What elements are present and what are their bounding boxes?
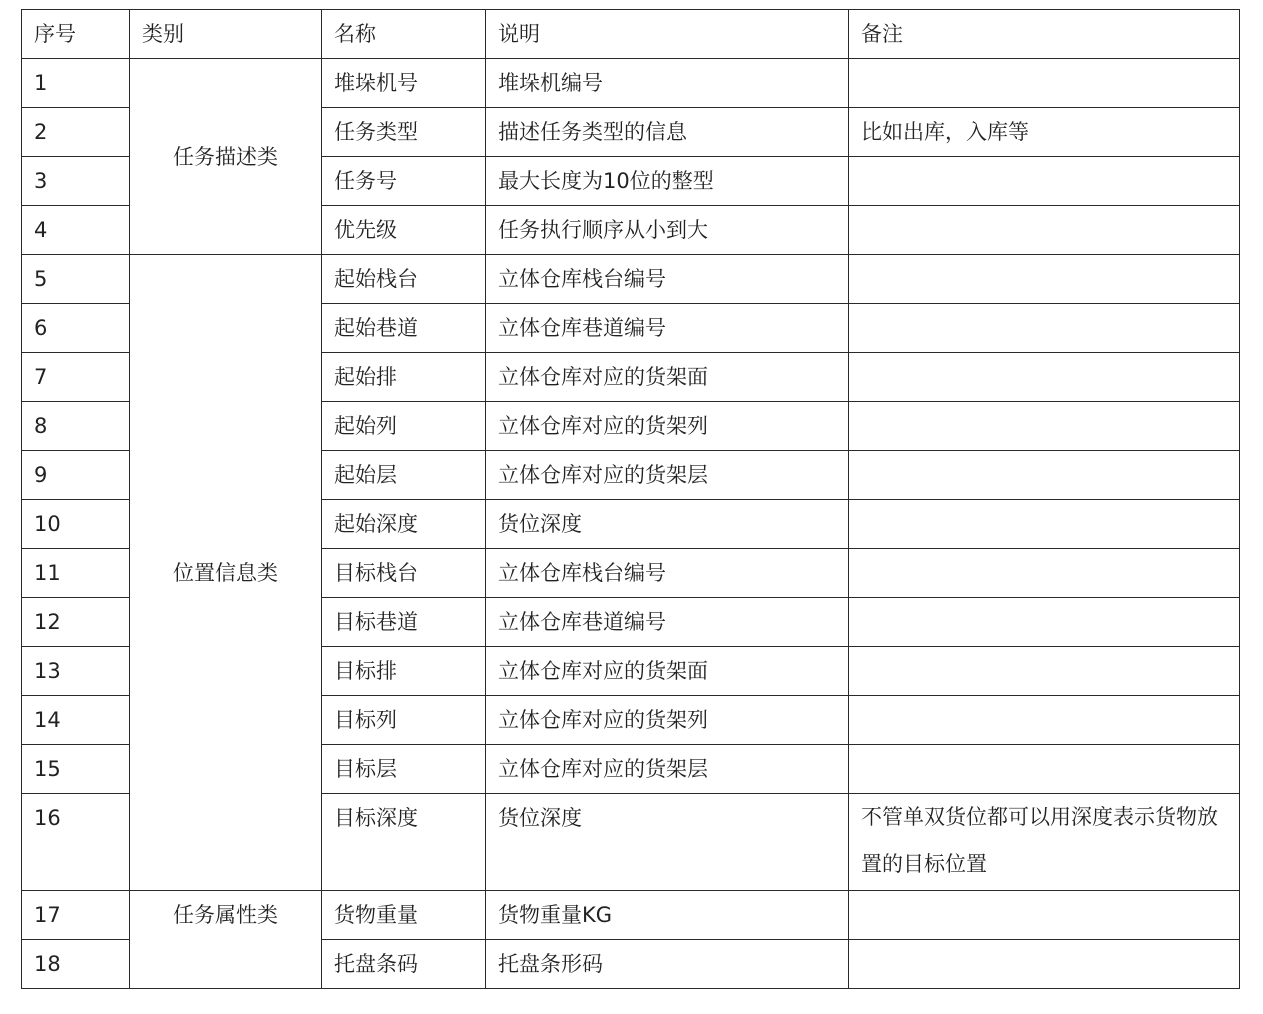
- row-note: [849, 206, 1240, 255]
- header-category: 类别: [130, 10, 322, 59]
- row-note: 比如出库，入库等: [849, 108, 1240, 157]
- row-no: 10: [22, 500, 130, 549]
- row-note: [849, 891, 1240, 940]
- row-note: [849, 549, 1240, 598]
- header-description: 说明: [486, 10, 849, 59]
- row-desc: 描述任务类型的信息: [486, 108, 849, 157]
- row-note: [849, 745, 1240, 794]
- row-name: 目标巷道: [322, 598, 486, 647]
- task-field-table: [21, 9, 1240, 989]
- row-note: [849, 451, 1240, 500]
- row-note: [849, 255, 1240, 304]
- row-desc: 立体仓库对应的货架面: [486, 353, 849, 402]
- row-no: 6: [22, 304, 130, 353]
- row-name: 托盘条码: [322, 940, 486, 989]
- row-desc: 立体仓库栈台编号: [486, 255, 849, 304]
- row-note: [849, 696, 1240, 745]
- row-desc: 立体仓库对应的货架面: [486, 647, 849, 696]
- row-name: 目标栈台: [322, 549, 486, 598]
- category-location-info: 位置信息类: [130, 255, 322, 891]
- row-desc: 立体仓库对应的货架层: [486, 451, 849, 500]
- row-note: [849, 157, 1240, 206]
- row-desc: 货物重量KG: [486, 891, 849, 940]
- table-row: [22, 891, 1240, 940]
- row-desc: 立体仓库巷道编号: [486, 598, 849, 647]
- row-desc: 立体仓库对应的货架列: [486, 402, 849, 451]
- row-desc: 任务执行顺序从小到大: [486, 206, 849, 255]
- row-no: 17: [22, 891, 130, 940]
- row-note: [849, 59, 1240, 108]
- row-note: [849, 647, 1240, 696]
- header-name: 名称: [322, 10, 486, 59]
- row-no: 16: [22, 794, 130, 891]
- header-note: 备注: [849, 10, 1240, 59]
- table-row: [22, 59, 1240, 108]
- row-note: [849, 353, 1240, 402]
- row-note: [849, 402, 1240, 451]
- row-note: [849, 940, 1240, 989]
- category-task-attribute: 任务属性类: [130, 891, 322, 989]
- row-name: 目标层: [322, 745, 486, 794]
- row-name: 起始栈台: [322, 255, 486, 304]
- row-name: 起始巷道: [322, 304, 486, 353]
- row-no: 1: [22, 59, 130, 108]
- row-name: 优先级: [322, 206, 486, 255]
- row-no: 11: [22, 549, 130, 598]
- row-no: 14: [22, 696, 130, 745]
- row-no: 2: [22, 108, 130, 157]
- row-desc: 货位深度: [486, 500, 849, 549]
- row-desc: 最大长度为10位的整型: [486, 157, 849, 206]
- row-desc: 货位深度: [486, 794, 849, 891]
- row-desc: 托盘条形码: [486, 940, 849, 989]
- row-name: 起始排: [322, 353, 486, 402]
- row-no: 4: [22, 206, 130, 255]
- row-name: 堆垛机号: [322, 59, 486, 108]
- row-desc: 立体仓库对应的货架层: [486, 745, 849, 794]
- row-note: [849, 304, 1240, 353]
- row-note: [849, 598, 1240, 647]
- row-name: 目标排: [322, 647, 486, 696]
- row-name: 任务号: [322, 157, 486, 206]
- table-row: [22, 255, 1240, 304]
- row-no: 18: [22, 940, 130, 989]
- row-no: 9: [22, 451, 130, 500]
- row-no: 8: [22, 402, 130, 451]
- row-name: 起始深度: [322, 500, 486, 549]
- row-note: 不管单双货位都可以用深度表示货物放置的目标位置: [849, 794, 1240, 891]
- row-no: 3: [22, 157, 130, 206]
- row-no: 13: [22, 647, 130, 696]
- row-name: 起始列: [322, 402, 486, 451]
- row-desc: 堆垛机编号: [486, 59, 849, 108]
- row-no: 5: [22, 255, 130, 304]
- category-task-description: 任务描述类: [130, 59, 322, 255]
- row-desc: 立体仓库对应的货架列: [486, 696, 849, 745]
- header-no: 序号: [22, 10, 130, 59]
- row-no: 15: [22, 745, 130, 794]
- table-header-row: [22, 10, 1240, 59]
- row-name: 目标列: [322, 696, 486, 745]
- row-name: 目标深度: [322, 794, 486, 891]
- row-name: 任务类型: [322, 108, 486, 157]
- row-desc: 立体仓库栈台编号: [486, 549, 849, 598]
- row-desc: 立体仓库巷道编号: [486, 304, 849, 353]
- row-no: 12: [22, 598, 130, 647]
- row-name: 货物重量: [322, 891, 486, 940]
- row-no: 7: [22, 353, 130, 402]
- row-name: 起始层: [322, 451, 486, 500]
- row-note: [849, 500, 1240, 549]
